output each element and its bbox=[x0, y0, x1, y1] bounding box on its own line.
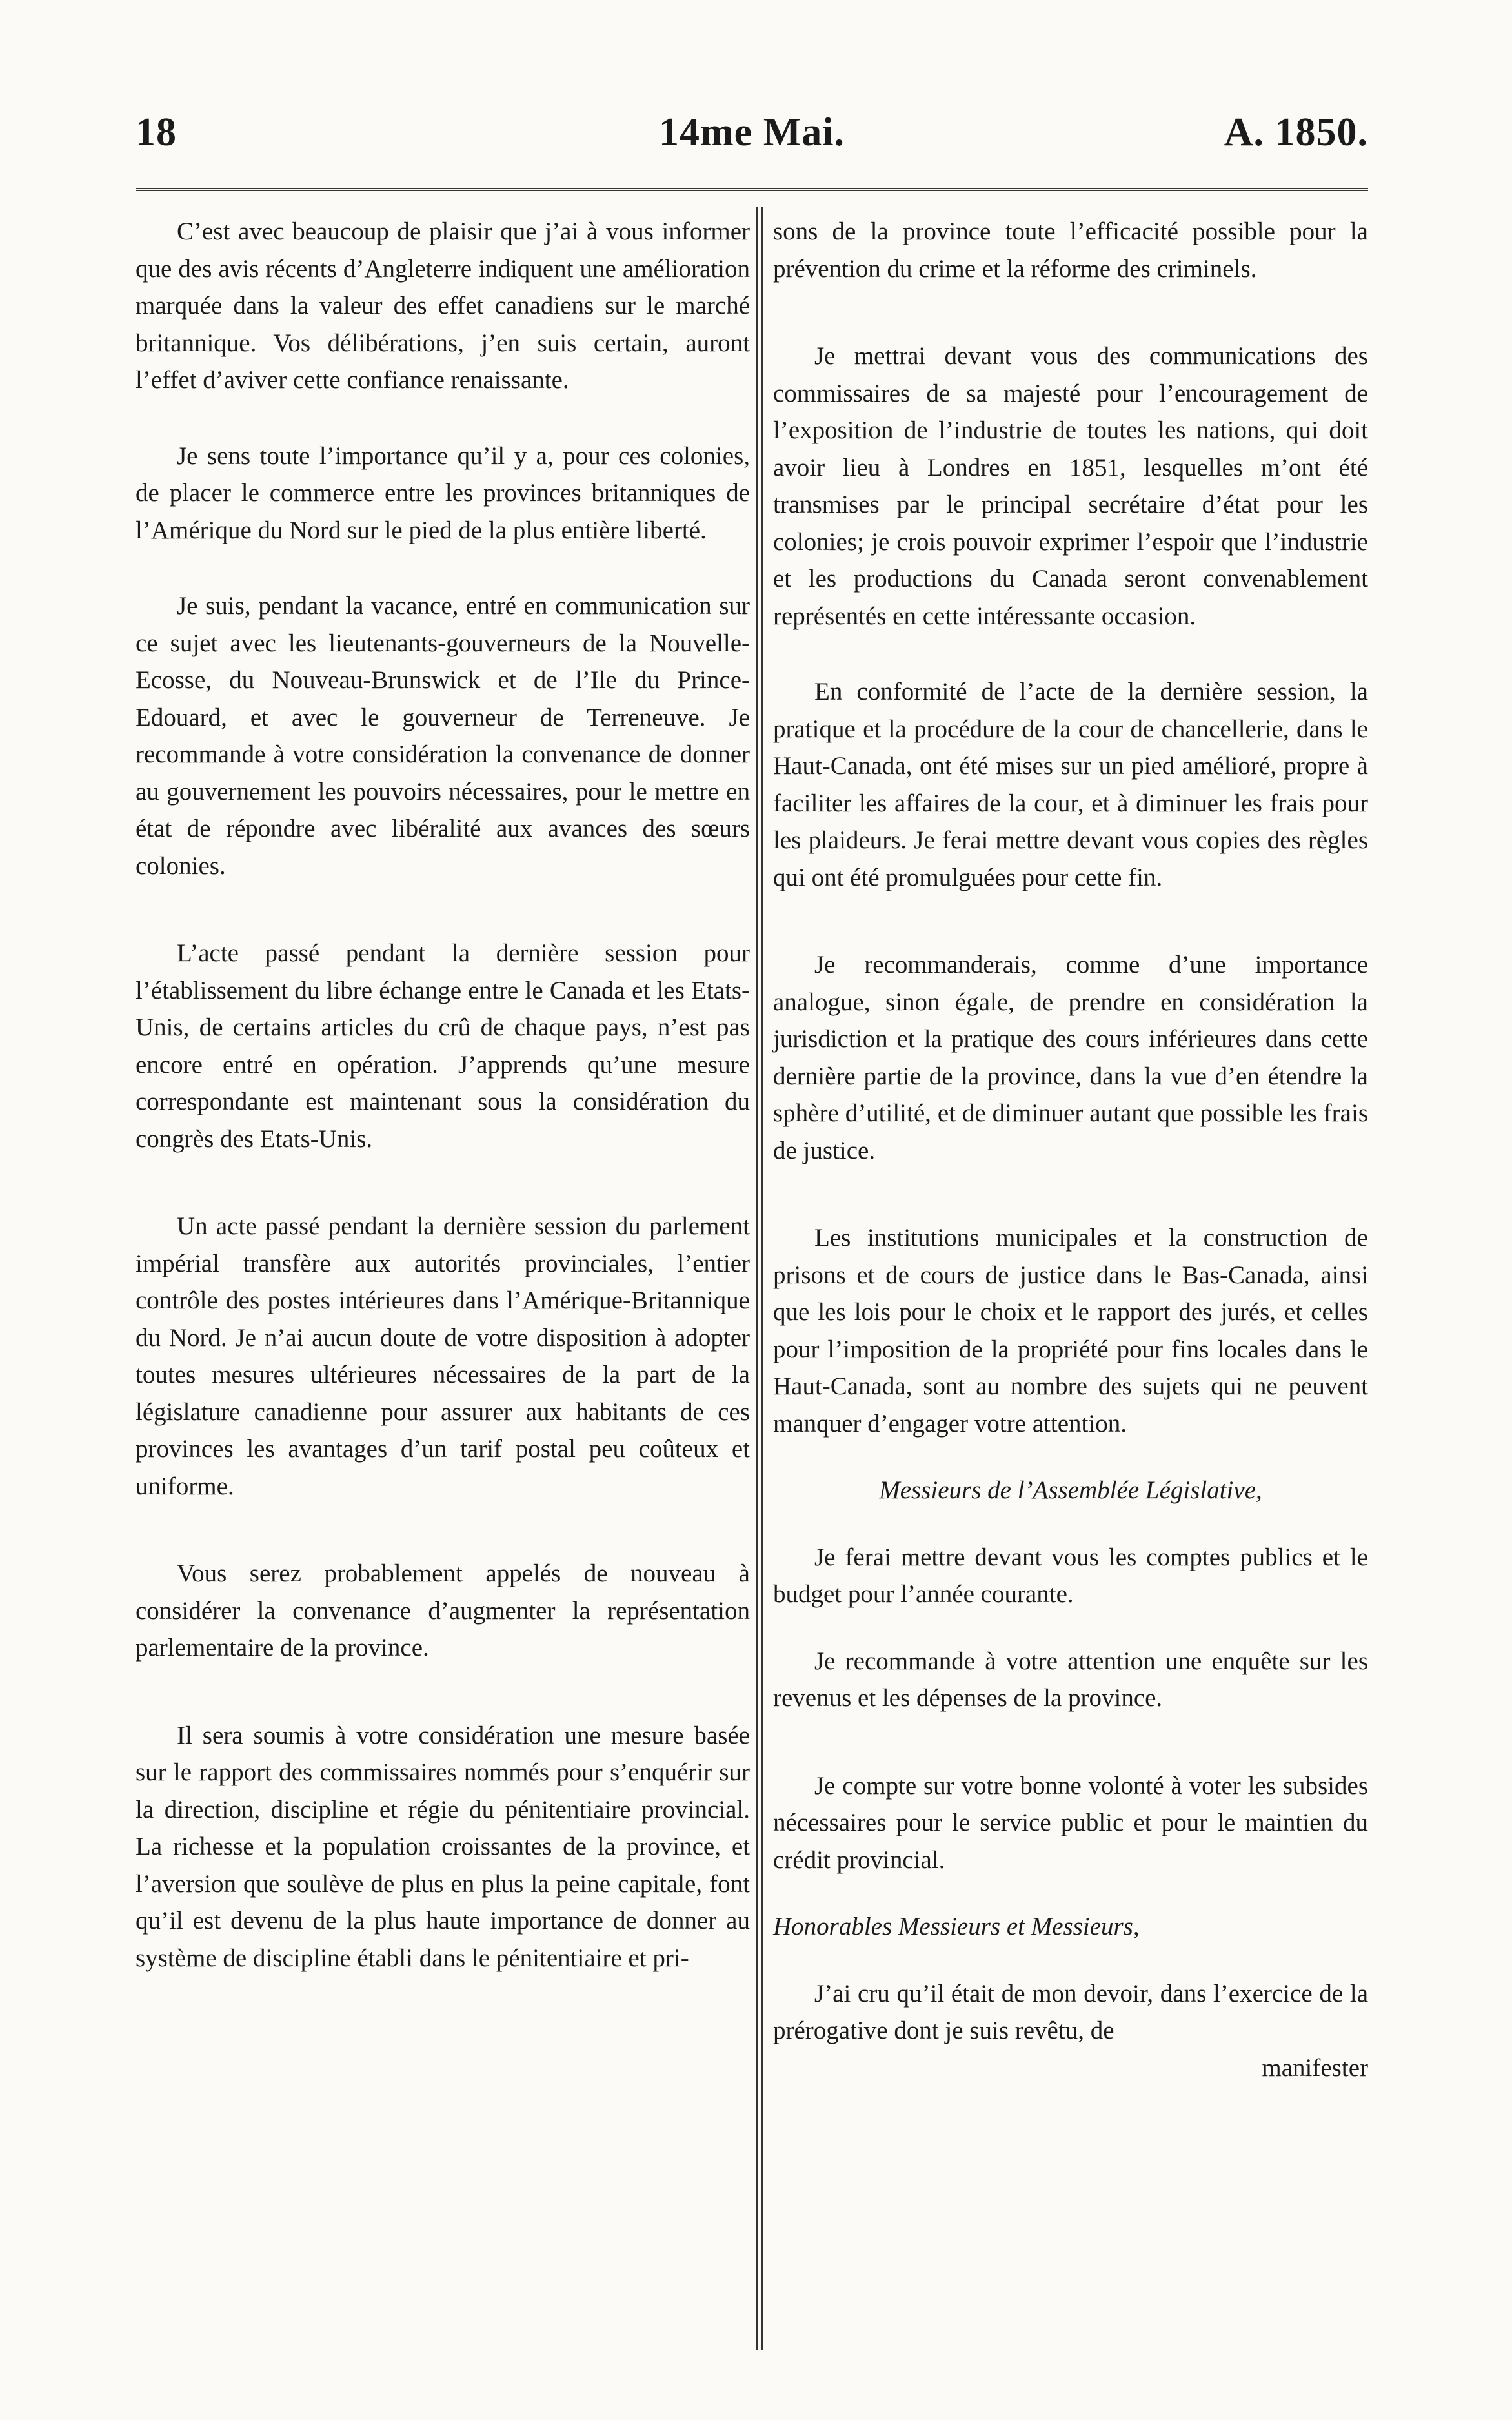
paragraph: Je mettrai devant vous des communications des commissaires de sa majesté pour l’encouragement de l’exposition de l’industrie de toutes les nations, qui doit avoir lieu à Londres en 1851, lesquelles m’ont été transmises par le principal secrétaire d’état pour les colonies; je crois pouvoir exprimer l’espoir que l’industrie et les productions du Canada seront convenablement représentés en cette intéressante occasion. bbox=[773, 342, 1368, 630]
paragraph: Vous serez probablement appelés de nouveau à considérer la convenance d’augmenter la représentation parlementaire de la province. bbox=[136, 1560, 750, 1662]
paragraph: Je recommande à votre attention une enquête sur les revenus et les dépenses de la province. bbox=[773, 1647, 1368, 1712]
paragraph: J’ai cru qu’il était de mon devoir, dans l’exercice de la prérogative dont je suis revêtu, de bbox=[773, 1979, 1368, 2044]
header-date: 14me Mai. bbox=[659, 110, 845, 154]
right-column bbox=[773, 213, 1368, 2356]
paragraph: Je ferai mettre devant vous les comptes publics et le budget pour l’année courante. bbox=[773, 1543, 1368, 1608]
paragraph: C’est avec beaucoup de plaisir que j’ai à vous informer que des avis récents d’Angleterre indiquent une amélioration marquée dans la valeur des effet canadiens sur le marché britannique. Vos délibérations, j’en suis certain, auront l’effet d’aviver cette confiance renaissante. bbox=[136, 218, 750, 394]
page-header bbox=[136, 110, 1368, 168]
paragraph: Un acte passé pendant la dernière session du parlement impérial transfère aux autorités provinciales, l’entier contrôle des postes intérieures dans l’Amérique-Britannique du Nord. Je n’ai aucun doute de votre disposition à adopter toutes mesures ultérieures nécessaires de la part de la législature canadienne pour assurer aux habitants de ces provinces les avantages d’un tarif postal peu coûteux et uniforme. bbox=[136, 1212, 750, 1500]
paragraph: En conformité de l’acte de la dernière session, la pratique et la procédure de la cour de chancellerie, dans le Haut-Canada, ont été mises sur un pied amélioré, propre à faciliter les affaires de la cour, et à diminuer les frais pour les plaideurs. Je ferai mettre devant vous copies des règles qui ont été promulguées pour cette fin. bbox=[773, 678, 1368, 891]
header-rule bbox=[136, 188, 1368, 191]
catchword: manifester bbox=[1262, 2053, 1368, 2082]
page-number: 18 bbox=[136, 110, 177, 154]
section-heading: Honorables Messieurs et Messieurs, bbox=[773, 1913, 1140, 1940]
header-year: A. 1850. bbox=[1224, 110, 1368, 154]
paragraph: Je recommanderais, comme d’une importance analogue, sinon égale, de prendre en considération la jurisdiction et la pratique des cours inférieures dans cette dernière partie de la province, dans la vue d’en étendre la sphère d’utilité, et de diminuer autant que possible les frais de justice. bbox=[773, 951, 1368, 1164]
paragraph: Il sera soumis à votre considération une mesure basée sur le rapport des commissaires nommés pour s’enquérir sur la direction, discipline et régie du pénitentiaire provincial. La richesse et la population croissantes de la province, et l’aversion que soulève de plus en plus la peine capitale, font qu’il est devenu de la plus haute importance de donner au système de discipline établi dans le pénitentiaire et pri- bbox=[136, 1721, 750, 1972]
paragraph: Je suis, pendant la vacance, entré en communication sur ce sujet avec les lieutenants-gouverneurs de la Nouvelle-Ecosse, du Nouveau-Brunswick et de l’Ile du Prince-Edouard, et avec le gouverneur de Terreneuve. Je recommande à votre considération la convenance de donner au gouvernement les pouvoirs nécessaires, pour le mettre en état de répondre avec libéralité aux avances des sœurs colonies. bbox=[136, 592, 750, 880]
column-divider bbox=[756, 207, 763, 2350]
paragraph: Les institutions municipales et la construction de prisons et de cours de justice dans le Bas-Canada, ainsi que les lois pour le choix et le rapport des jurés, et celles pour l’imposition de la propriété pour fins locales dans le Haut-Canada, sont au nombre des sujets qui ne peuvent manquer d’engager votre attention. bbox=[773, 1224, 1368, 1438]
section-heading: Messieurs de l’Assemblée Législative, bbox=[879, 1476, 1262, 1504]
left-column bbox=[136, 213, 750, 2356]
paragraph: Je sens toute l’importance qu’il y a, pour ces colonies, de placer le commerce entre les provinces britanniques de l’Amérique du Nord sur le pied de la plus entière liberté. bbox=[136, 442, 750, 544]
paragraph: L’acte passé pendant la dernière session pour l’établissement du libre échange entre le Canada et les Etats-Unis, de certains articles du crû de chaque pays, n’est pas encore entré en opération. J’apprends qu’une mesure correspondante est maintenant sous la considération du congrès des Etats-Unis. bbox=[136, 939, 750, 1153]
paragraph: Je compte sur votre bonne volonté à voter les subsides nécessaires pour le service public et pour le maintien du crédit provincial. bbox=[773, 1771, 1368, 1874]
paragraph: sons de la province toute l’efficacité possible pour la prévention du crime et la réforme des criminels. bbox=[773, 218, 1368, 283]
